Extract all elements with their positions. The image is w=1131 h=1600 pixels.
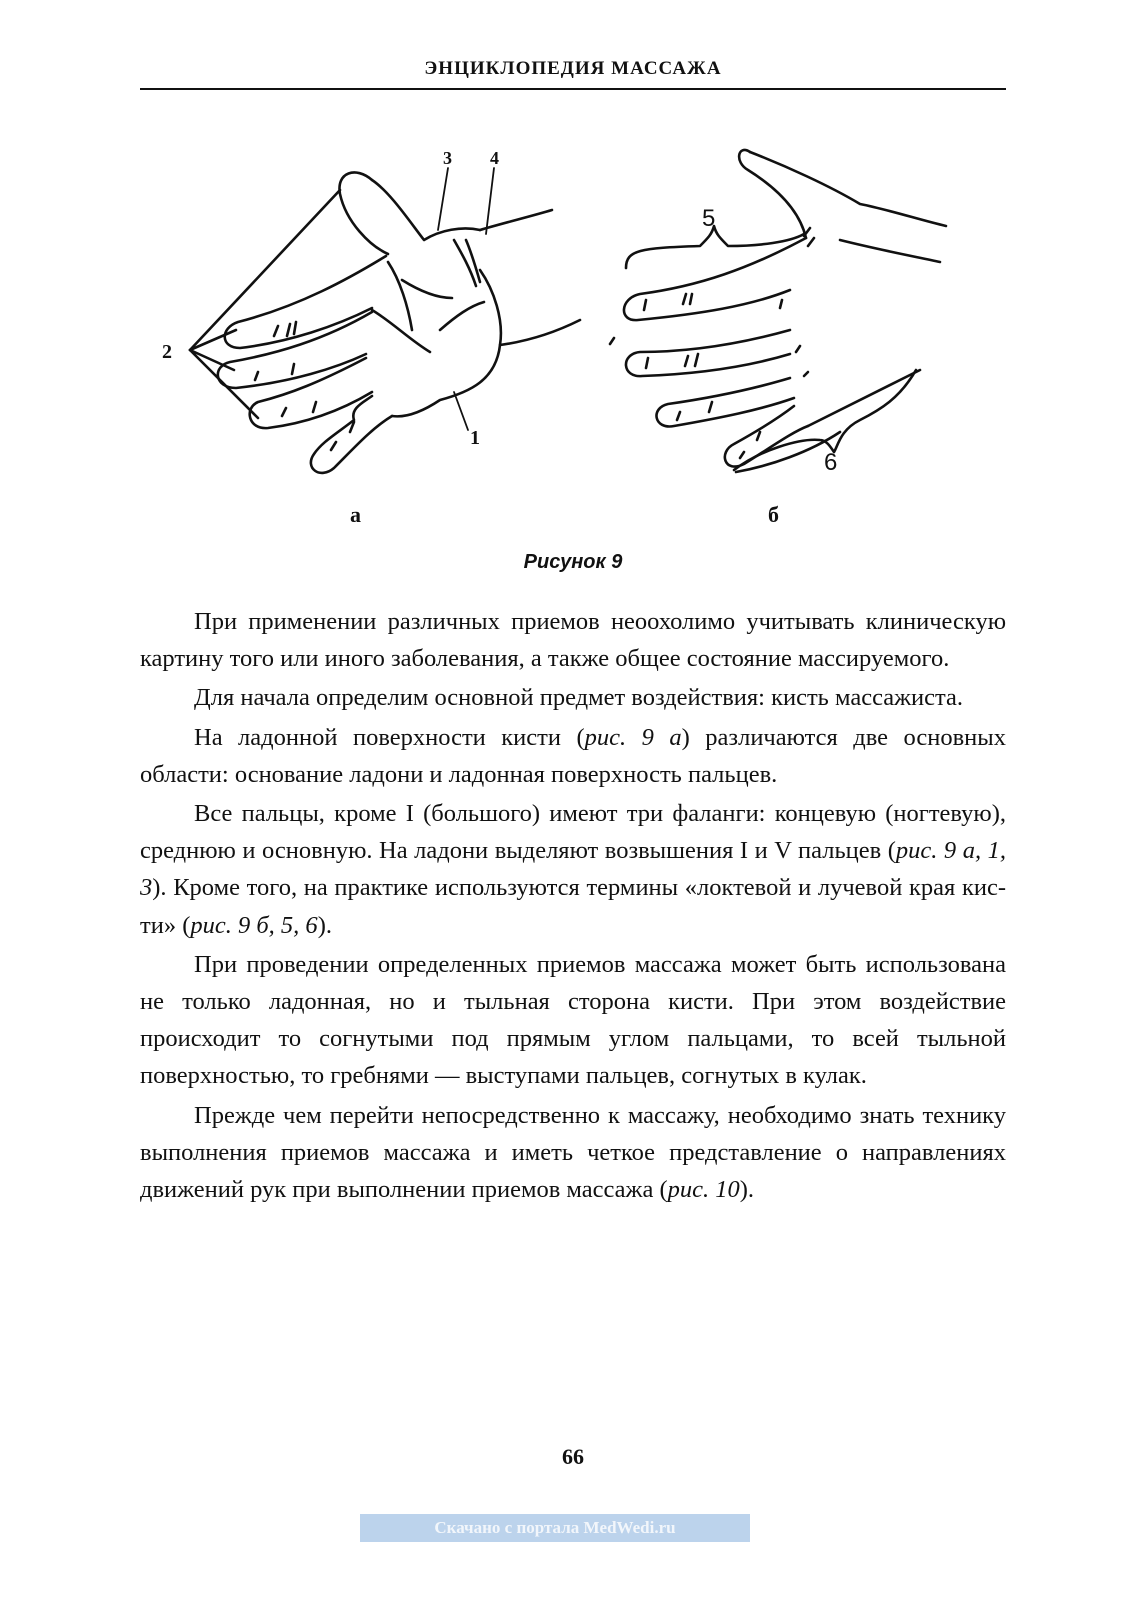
callout-5: 5 — [702, 205, 716, 232]
hand-dorsal-drawing — [610, 150, 946, 472]
panel-a-label: а — [350, 502, 361, 527]
callout-2: 2 — [162, 341, 172, 363]
paragraph — [140, 946, 1006, 1095]
callout-4: 4 — [490, 148, 499, 168]
figure-reference: рис. 9 а — [584, 723, 682, 751]
callout-1: 1 — [470, 427, 480, 449]
page-number: 66 — [562, 1444, 584, 1469]
figure-9 — [140, 130, 1006, 550]
paragraph-text: ). — [739, 1176, 755, 1204]
figure-reference: рис. 10 — [667, 1176, 740, 1204]
callout-6: 6 — [824, 449, 838, 476]
paragraph — [140, 1097, 1006, 1209]
paragraph-text: Все пальцы, кроме I (большого) имеют три фаланги: концевую (ногтевую), среднюю и основную. На ладони выделяют возвышения I и V пальцев ( — [140, 800, 1006, 865]
paragraph-text: На ладонной поверхности кисти ( — [194, 723, 585, 751]
paragraph-text: При проведении определенных приемов массажа может быть использована не только ладонная, но и тыльная сторона кисти. При этом воздействие происходит то согнутыми под прямым углом пальцами, то всей тыльной поверхностью, то гребнями — выступами пальцев, согнутых в кулак. — [140, 950, 1006, 1090]
figure-reference: рис. 9 а, 1, 3 — [140, 837, 1006, 902]
callout-3: 3 — [443, 148, 452, 168]
body-text — [140, 603, 1006, 1210]
paragraph — [140, 679, 1006, 716]
figure-caption: Рисунок 9 — [523, 551, 623, 573]
hand-palm-drawing — [190, 168, 580, 473]
watermark-banner: Скачано с портала MedWedi.ru — [360, 1514, 750, 1542]
figure-reference: рис. 9 б, 5, 6 — [190, 911, 318, 939]
header-rule — [140, 88, 1006, 90]
paragraph — [140, 719, 1006, 793]
paragraph — [140, 603, 1006, 677]
paragraph-text: ). — [317, 911, 332, 939]
paragraph-text: При применении различных приемов неоохолимо учитывать клиническую картину того или иного заболевания, а также общее состояние массируемого. — [140, 608, 1006, 673]
panel-b-label: б — [768, 502, 779, 527]
paragraph-text: ). Кроме того, на практике используются термины «локтевой и лучевой края кисти» ( — [140, 874, 1006, 939]
paragraph-text: Прежде чем перейти непосредственно к массажу, необходимо знать технику выполнения приемов массажа и иметь четкое представление о направлениях движений рук при выполнении приемов массажа ( — [140, 1101, 1006, 1204]
paragraph — [140, 795, 1006, 944]
paragraph-text: Для начала определим основной предмет воздействия: кисть массажиста. — [194, 684, 964, 712]
paragraph-text: ) различаются две основных области: основание ладони и ладонная поверхность пальцев. — [140, 723, 1006, 788]
hand-diagrams — [140, 130, 1006, 550]
running-head: ЭНЦИКЛОПЕДИЯ МАССАЖА — [424, 58, 722, 79]
